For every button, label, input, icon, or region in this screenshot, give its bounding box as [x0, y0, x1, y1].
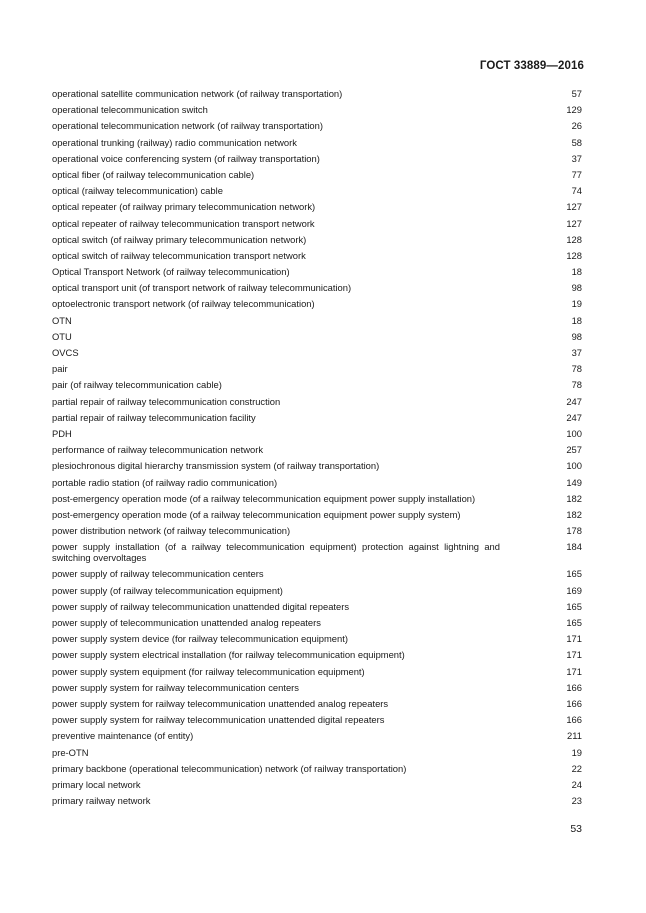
index-entry [52, 493, 582, 504]
index-page-ref: 37 [571, 347, 582, 358]
index-term: optical transport unit (of transport network of railway telecommunication) [52, 282, 352, 294]
index-page-ref: 247 [566, 395, 582, 407]
index-page-ref: 18 [571, 314, 582, 326]
index-term: pair (of railway telecommunication cable) [52, 379, 222, 391]
index-entry [52, 218, 582, 229]
index-term: primary local network [52, 778, 141, 790]
index-term: power supply system device (for railway telecommunication equipment) [52, 633, 348, 645]
index-term: optical switch (of railway primary telecommunication network) [52, 233, 307, 245]
index-page-ref: 178 [566, 525, 582, 537]
index-entry [52, 266, 582, 277]
index-entry [52, 649, 582, 660]
index-page-ref: 127 [566, 217, 582, 229]
index-entry [52, 153, 582, 164]
index-entry [52, 714, 582, 725]
index-entry [52, 298, 582, 309]
index-entry [52, 617, 582, 628]
index-entry [52, 428, 582, 439]
index-entry [52, 104, 582, 115]
index-entry [52, 444, 582, 455]
index-term: power distribution network (of railway telecommunication) [52, 525, 291, 537]
index-page-ref: 98 [571, 282, 582, 294]
index-page-ref: 24 [571, 778, 582, 790]
index-page-ref: 171 [566, 665, 582, 677]
index-entry [52, 698, 582, 709]
index-page-ref: 98 [571, 330, 582, 342]
index-term: power supply of railway telecommunication unattended digital repeaters [52, 600, 350, 612]
index-term: operational voice conferencing system (of railway transportation) [52, 152, 320, 164]
index-term: partial repair of railway telecommunication construction [52, 395, 281, 407]
index-term: power supply of railway telecommunication centers [52, 568, 264, 580]
index-page-ref: 58 [571, 136, 582, 148]
index-term: partial repair of railway telecommunication facility [52, 411, 256, 423]
index-term: operational telecommunication switch [52, 104, 208, 116]
index-entry [52, 331, 582, 342]
index-entry [52, 682, 582, 693]
index-page-ref: 166 [566, 714, 582, 726]
index-entry [52, 633, 582, 644]
index-page-ref: 23 [571, 795, 582, 807]
index-term: operational telecommunication network (of railway transportation) [52, 120, 323, 132]
page-number: 53 [570, 823, 582, 835]
term-index [52, 88, 582, 811]
index-term: performance of railway telecommunication network [52, 444, 264, 456]
index-page-ref: 184 [566, 541, 582, 553]
index-page-ref: 165 [566, 568, 582, 580]
index-page-ref: 77 [571, 168, 582, 180]
index-page-ref: 129 [566, 104, 582, 116]
index-term: power supply (of railway telecommunication equipment) [52, 584, 283, 596]
index-entry [52, 363, 582, 374]
index-entry [52, 568, 582, 579]
index-term: OVCS [52, 347, 79, 358]
index-page-ref: 169 [566, 584, 582, 596]
index-page-ref: 149 [566, 476, 582, 488]
index-term: operational satellite communication network (of railway transportation) [52, 88, 343, 99]
index-term: optical fiber (of railway telecommunication cable) [52, 168, 255, 180]
index-page-ref: 182 [566, 508, 582, 520]
index-page-ref: 257 [566, 444, 582, 456]
index-entry [52, 137, 582, 148]
index-entry [52, 169, 582, 180]
index-term: power supply system for railway telecommunication unattended analog repeaters [52, 697, 389, 709]
index-page-ref: 18 [571, 266, 582, 278]
index-term: optical (railway telecommunication) cable [52, 185, 223, 197]
index-entry [52, 412, 582, 423]
index-page-ref: 78 [571, 379, 582, 391]
index-entry [52, 763, 582, 774]
index-term: operational trunking (railway) radio communication network [52, 136, 297, 148]
index-term: post-emergency operation mode (of a railway telecommunication equipment power supply installation) [52, 492, 476, 504]
index-page-ref: 127 [566, 201, 582, 213]
index-entry [52, 666, 582, 677]
index-page-ref: 78 [571, 363, 582, 375]
index-entry [52, 779, 582, 790]
index-page-ref: 37 [571, 152, 582, 164]
index-term: optical switch of railway telecommunication transport network [52, 249, 306, 261]
index-entry [52, 250, 582, 261]
index-page-ref: 19 [571, 746, 582, 758]
index-term: PDH [52, 427, 72, 439]
index-entry [52, 185, 582, 196]
index-term: pair [52, 363, 68, 375]
index-page-ref: 26 [571, 120, 582, 132]
index-entry [52, 541, 582, 563]
index-term: power supply of telecommunication unattended analog repeaters [52, 617, 321, 628]
index-entry [52, 585, 582, 596]
index-page-ref: 100 [566, 427, 582, 439]
index-term: power supply system equipment (for railway telecommunication equipment) [52, 665, 365, 677]
index-page-ref: 19 [571, 298, 582, 310]
index-entry [52, 509, 582, 520]
index-page-ref: 247 [566, 411, 582, 423]
index-entry [52, 795, 582, 806]
index-term: optoelectronic transport network (of railway telecommunication) [52, 298, 315, 310]
index-entry [52, 525, 582, 536]
index-entry [52, 396, 582, 407]
index-entry [52, 460, 582, 471]
index-entry [52, 201, 582, 212]
index-page-ref: 171 [566, 633, 582, 645]
index-entry [52, 347, 582, 358]
index-page-ref: 165 [566, 600, 582, 612]
index-term: power supply system for railway telecommunication unattended digital repeaters [52, 714, 385, 726]
index-entry [52, 379, 582, 390]
index-term: primary backbone (operational telecommunication) network (of railway transportation) [52, 762, 407, 774]
index-page-ref: 74 [571, 185, 582, 197]
index-entry [52, 601, 582, 612]
index-term: OTN [52, 314, 72, 326]
index-page-ref: 128 [566, 233, 582, 245]
index-term: optical repeater (of railway primary telecommunication network) [52, 201, 316, 213]
index-entry [52, 477, 582, 488]
index-page-ref: 182 [566, 492, 582, 504]
index-term: power supply system electrical installation (for railway telecommunication equipment) [52, 649, 405, 661]
index-term: Optical Transport Network (of railway telecommunication) [52, 266, 290, 278]
index-entry [52, 120, 582, 131]
index-term: OTU [52, 330, 72, 342]
index-term: pre-OTN [52, 746, 89, 758]
index-page-ref: 22 [571, 762, 582, 774]
index-page-ref: 128 [566, 249, 582, 261]
index-term: power supply installation (of a railway telecommunication equipment) protection against lightning and switching overvoltages [52, 541, 500, 564]
index-term: primary railway network [52, 795, 151, 807]
document-header: ГОСТ 33889—2016 [479, 60, 584, 72]
index-entry [52, 88, 582, 99]
index-term: power supply system for railway telecommunication centers [52, 681, 299, 693]
index-term: plesiochronous digital hierarchy transmission system (of railway transportation) [52, 460, 380, 472]
index-page-ref: 165 [566, 617, 582, 628]
index-page-ref: 211 [567, 730, 582, 742]
index-term: portable radio station (of railway radio communication) [52, 476, 278, 488]
index-page-ref: 166 [566, 681, 582, 693]
index-term: post-emergency operation mode (of a railway telecommunication equipment power supply system) [52, 508, 461, 520]
index-entry [52, 282, 582, 293]
index-term: optical repeater of railway telecommunication transport network [52, 217, 315, 229]
index-entry [52, 747, 582, 758]
index-page-ref: 100 [566, 460, 582, 472]
index-entry [52, 730, 582, 741]
index-term: preventive maintenance (of entity) [52, 730, 194, 742]
index-entry [52, 234, 582, 245]
index-entry [52, 315, 582, 326]
index-page-ref: 171 [566, 649, 582, 661]
index-page-ref: 57 [571, 88, 582, 99]
index-page-ref: 166 [566, 697, 582, 709]
